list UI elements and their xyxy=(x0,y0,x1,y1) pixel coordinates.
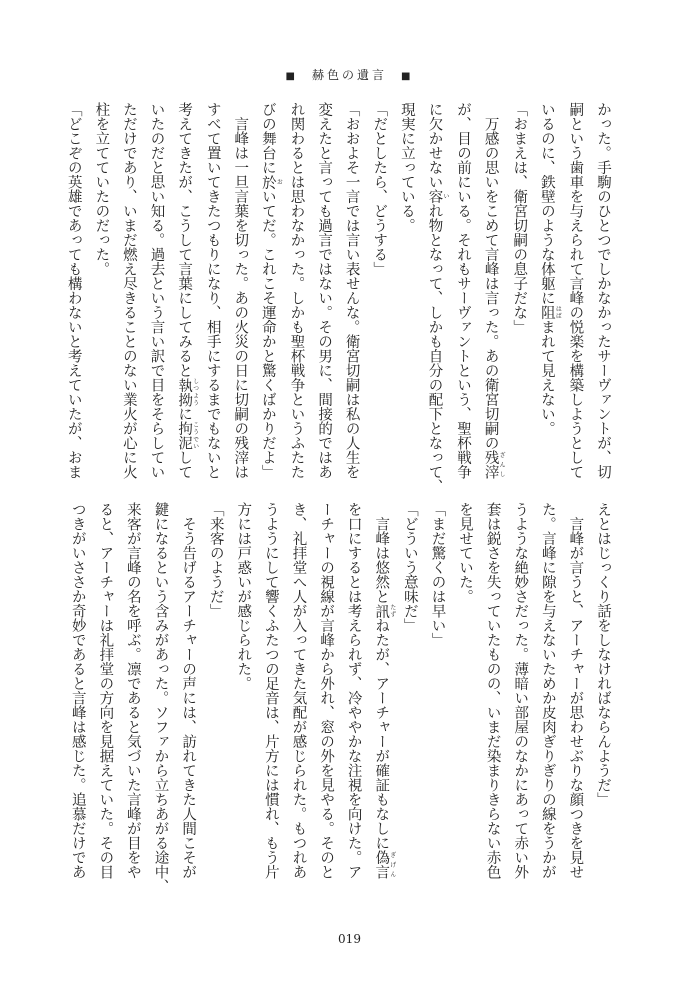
ruby-reading: お xyxy=(275,174,283,189)
ruby-word: 訊 たず xyxy=(373,603,396,618)
text-line: びの舞台に於 おいてだ。これこそ運命かと驚くばかりだよ」 xyxy=(259,102,283,479)
text-line: 考えてきたが、こうして言葉にしてみると執拗 しつように拘泥 こうでいして xyxy=(176,102,199,479)
text-line: た。言峰に隙を与えないためか皮肉ぎりぎりの線をうかが xyxy=(539,502,556,879)
text-line: 套は鋭さを失っていたものの、いまだ染まりきらない赤色 xyxy=(484,502,501,879)
text-line: 「まだ驚くのは早い」 xyxy=(429,502,446,647)
square-mark-icon: ■ xyxy=(401,71,414,82)
text-line: 言峰は悠然と訊 たずねたが、アーチャーが確証もなしに偽言 ぎげん xyxy=(373,502,396,879)
ruby-word: 残滓 ざんし xyxy=(482,450,506,479)
ruby-reading: ぎげん xyxy=(388,850,396,879)
text-line: 変えたと言っても過言ではない。その男に、間接的ではあ xyxy=(316,102,333,479)
text-line: いたのだと思い知る。過去という言い訳で目をそらしてい xyxy=(148,102,165,479)
text-line: かった。手駒のひとつでしかなかったサーヴァントが、切 xyxy=(595,102,611,479)
text-line: 鍵になるという含みがあった。ソファから立ちあがる途中、 xyxy=(152,502,169,894)
text-line: 現実に立っている。 xyxy=(398,102,415,233)
text-line: うような絶妙さだった。薄暗い部屋のなかにあって赤い外 xyxy=(512,502,529,879)
ruby-reading: はば xyxy=(554,305,562,320)
text-line: を見せていた。 xyxy=(457,502,474,604)
text-line: 方には戸惑いが感じられた。 xyxy=(235,502,252,691)
text-line: ると、アーチャーは礼拝堂の方向を見据えていた。その目 xyxy=(97,502,114,879)
text-line: 嗣という歯車を与えられて言峰の悦楽を構築しようとして xyxy=(567,102,584,479)
text-line: ーチャーの視線が言峰から外れ、窓の外を見やる。そのと xyxy=(318,502,335,879)
ruby-reading: しつよう xyxy=(191,377,199,407)
text-line: が、目の前にいる。それもサーヴァントという、聖杯戦争 xyxy=(455,102,472,479)
text-line: ただけであり、いまだ燃え尽きることのない業火が心に火 xyxy=(120,102,137,479)
text-line: 言峰は一旦言葉を切った。あの火災の日に切嗣の残滓は xyxy=(232,102,249,479)
chapter-title: 赫色の遺言 xyxy=(311,68,387,82)
text-line: 柱を立てていたのだった。 xyxy=(93,102,110,276)
lower-text-block xyxy=(64,502,616,894)
ruby-reading: こうでい xyxy=(191,421,199,450)
text-line: 来客が言峰の名を呼ぶ。凛であると気づいた言峰が目をや xyxy=(124,502,141,879)
text-line: つきがいささか奇妙であると言峰は感じた。追慕だけであ xyxy=(69,502,86,879)
text-line: 「どこぞの英雄であっても構わないと考えていたが、おま xyxy=(65,102,82,479)
text-line: いるのに、鉄壁のような体躯に阻 はばまれて見えない。 xyxy=(538,102,562,436)
text-line: 「だとしたら、どうする」 xyxy=(371,102,388,276)
text-line: を口にするとは考えられず、冷ややかな注視を向けた。ア xyxy=(345,502,362,879)
text-line: 「来客のようだ」 xyxy=(207,502,224,618)
text-line: 万感の思いをこめて言峰は言った。あの衛宮切嗣の残滓 ざんし xyxy=(482,102,506,479)
ruby-reading: たず xyxy=(388,603,396,618)
ruby-word: 拘泥 こうでい xyxy=(176,421,199,450)
text-line: 「おおよそ一言では言い表せんな。衛宮切嗣は私の人生を xyxy=(343,102,360,479)
ruby-reading: い xyxy=(441,189,449,204)
page-number: 019 xyxy=(338,932,361,946)
ruby-reading: ざんし xyxy=(498,450,506,479)
text-line: 「おまえは、衛宮切嗣の息子だな」 xyxy=(511,102,528,334)
text-line: うようにして響くふたつの足音は、片方には慣れ、もう片 xyxy=(262,502,279,879)
text-line: 言峰が言うと、アーチャーが思わせぶりな顔つきを見せ xyxy=(567,502,584,879)
text-line: すべて置いてきたつもりになり、相手にするまでもないと xyxy=(204,102,221,479)
text-line: れ関わるとは思わなかった。しかも聖杯戦争というふたた xyxy=(288,102,305,479)
text-line: に欠かせない容 いれ物となって、しかも自分の配下となって、 xyxy=(426,102,449,494)
upper-text-block xyxy=(64,102,616,494)
text-line: そう告げるアーチャーの声には、訪れてきた人間こそが xyxy=(180,502,197,879)
square-mark-icon: ■ xyxy=(285,71,298,82)
text-line: き、礼拝堂へ人が入ってきた気配が感じられた。もつれあ xyxy=(290,502,307,879)
text-line: えとはじっくり話をしなければならんようだ」 xyxy=(595,502,611,807)
ruby-word: 容 い xyxy=(426,189,449,204)
ruby-word: 執拗 しつよう xyxy=(176,377,199,407)
text-line: 「どういう意味だ」 xyxy=(401,502,418,633)
running-header xyxy=(0,66,699,83)
ruby-word: 偽言 ぎげん xyxy=(373,850,396,879)
ruby-word: 阻 はば xyxy=(538,305,562,320)
ruby-word: 於 お xyxy=(259,174,283,189)
